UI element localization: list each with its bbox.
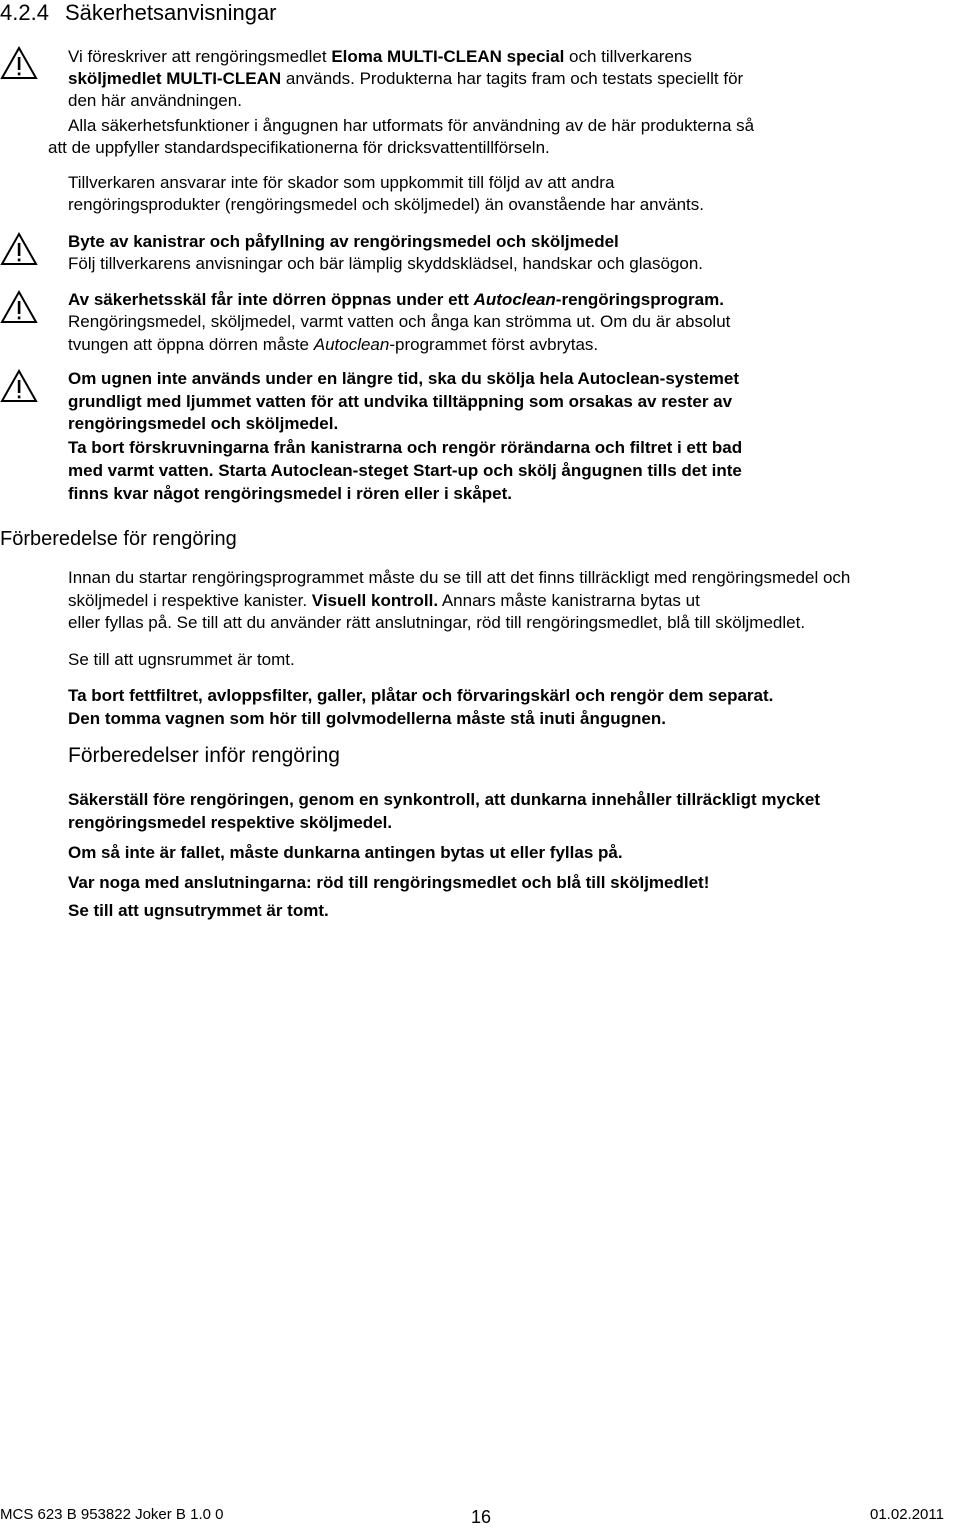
prep-p2: Se till att ugnsrummet är tomt. [68, 650, 295, 669]
warn2-line1: Av säkerhetsskäl får inte dörren öppnas under ett Autoclean-rengöringsprogram. [68, 290, 724, 309]
prep2-line5: Se till att ugnsutrymmet är tomt. [68, 901, 329, 920]
prep-p1-line1: Innan du startar rengöringsprogrammet måste du se till att det finns tillräckligt med rengöringsmedel och [68, 568, 851, 587]
warn1-text: Följ tillverkarens anvisningar och bär lämplig skyddsklädsel, handskar och glasögon. [68, 254, 703, 273]
para1-line2: sköljmedlet MULTI-CLEAN används. Produkterna har tagits fram och testats speciellt för [68, 69, 744, 88]
warn3-line5: med varmt vatten. Starta Autoclean-steget Start-up och skölj ångugnen tills det inte [68, 461, 742, 480]
warn1-title: Byte av kanistrar och påfyllning av rengöringsmedel och sköljmedel [68, 232, 619, 251]
warning-triangle-icon [0, 290, 38, 324]
prep2-line1: Säkerställ före rengöringen, genom en synkontroll, att dunkarna innehåller tillräckligt mycket [68, 790, 820, 809]
warning-triangle-icon [0, 369, 38, 403]
para1-line5: att de uppfyller standardspecifikationerna för dricksvattentillförseln. [48, 138, 550, 157]
para1-line3: den här användningen. [68, 91, 242, 110]
prep-p3-line1: Ta bort fettfiltret, avloppsfilter, galler, plåtar och förvaringskärl och rengör dem separat. [68, 686, 774, 705]
warning-triangle-icon [0, 232, 38, 266]
prep-p1-line3: eller fyllas på. Se till att du använder rätt anslutningar, röd till rengöringsmedlet, blå till sköljmedlet. [68, 613, 806, 632]
para1-line4: Alla säkerhetsfunktioner i ångugnen har utformats för användning av de här produkterna så [68, 116, 755, 135]
warning-triangle-icon [0, 46, 38, 80]
prep2-line4: Var noga med anslutningarna: röd till rengöringsmedlet och blå till sköljmedlet! [68, 873, 710, 892]
warn3-line1: Om ugnen inte används under en längre tid, ska du skölja hela Autoclean-systemet [68, 369, 740, 388]
prep2-heading: Förberedelser inför rengöring [68, 744, 340, 767]
prep2-line3: Om så inte är fallet, måste dunkarna antingen bytas ut eller fyllas på. [68, 843, 623, 862]
footer-page-number: 16 [471, 1507, 492, 1527]
prep-p1-line2: sköljmedel i respektive kanister. Visuell kontroll. Annars måste kanistrarna bytas ut [68, 591, 700, 610]
warn2-line2: Rengöringsmedel, sköljmedel, varmt vatten och ånga kan strömma ut. Om du är absolut [68, 312, 731, 331]
product-name: Eloma MULTI-CLEAN special [331, 47, 565, 66]
warn3-line6: finns kvar något rengöringsmedel i rören eller i skåpet. [68, 484, 513, 503]
prep-p3-line2: Den tomma vagnen som hör till golvmodellerna måste stå inuti ångugnen. [68, 709, 666, 728]
warn3-line3: rengöringsmedel och sköljmedel. [68, 414, 339, 433]
section-title: Säkerhetsanvisningar [64, 0, 277, 25]
prep-heading: Förberedelse för rengöring [0, 528, 237, 550]
para1-line1: Vi föreskriver att rengöringsmedlet Eloma MULTI-CLEAN special och tillverkarens [68, 47, 692, 66]
footer-date: 01.02.2011 [870, 1506, 944, 1523]
prep2-line2: rengöringsmedel respektive sköljmedel. [68, 813, 393, 832]
para2-line2: rengöringsprodukter (rengöringsmedel och sköljmedel) än ovanstående har använts. [68, 195, 704, 214]
footer-doc-id: MCS 623 B 953822 Joker B 1.0 0 [0, 1506, 224, 1523]
warn3-line2: grundligt med ljummet vatten för att undvika tilltäppning som orsakas av rester av [68, 392, 733, 411]
warn3-line4: Ta bort förskruvningarna från kanistrarna och rengör rörändarna och filtret i ett bad [68, 438, 743, 457]
section-heading [0, 0, 277, 26]
para2-line1: Tillverkaren ansvarar inte för skador som uppkommit till följd av att andra [68, 173, 615, 192]
warn2-line3: tvungen att öppna dörren måste Autoclean-programmet först avbrytas. [68, 335, 599, 354]
section-number: 4.2.4 [0, 0, 49, 25]
